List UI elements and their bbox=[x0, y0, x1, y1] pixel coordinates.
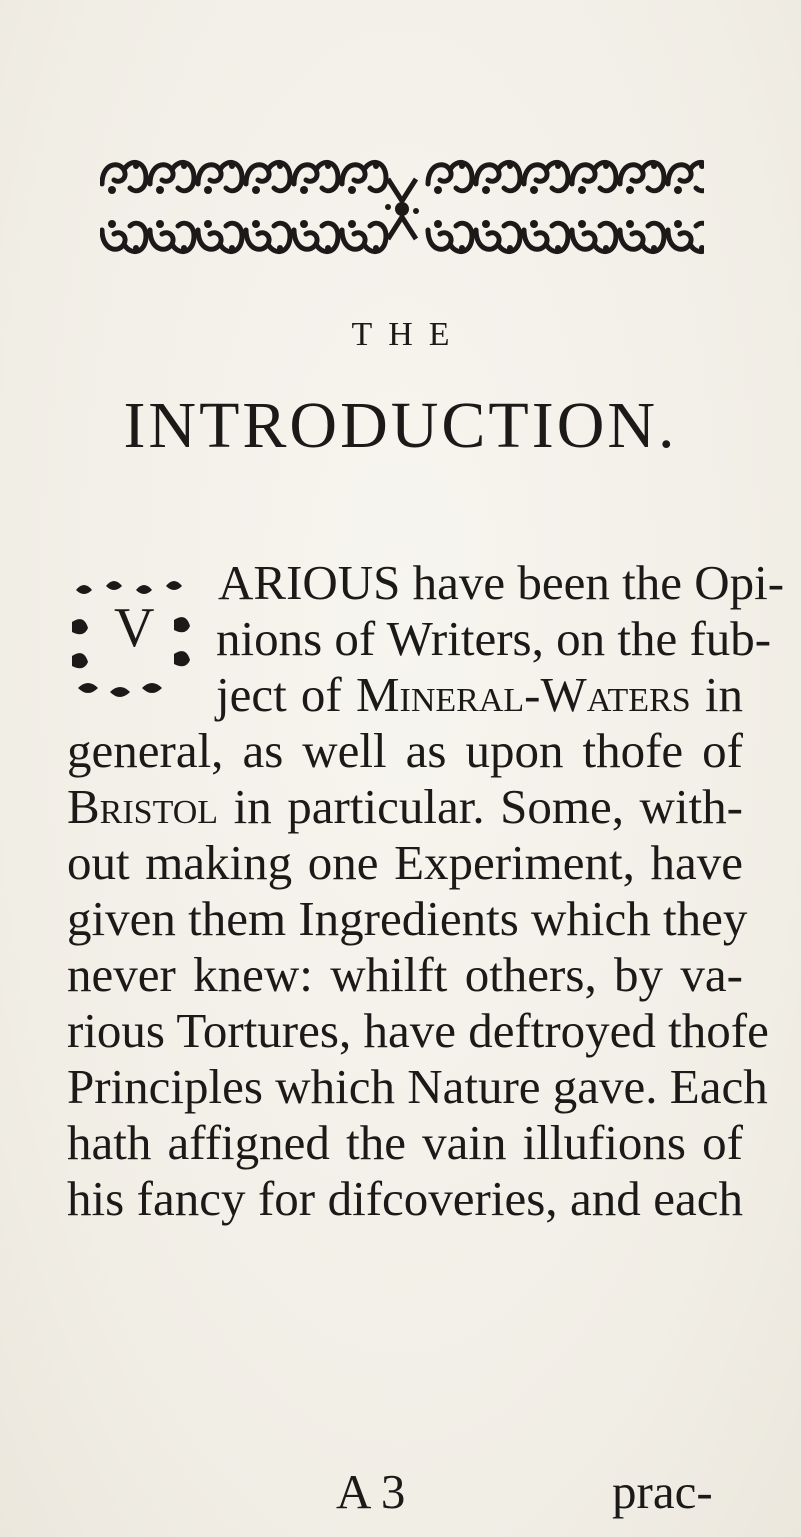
body-line-6: out making one Experiment, have bbox=[67, 835, 743, 890]
ornament-scroll bbox=[524, 162, 568, 194]
headpiece-ornament-graphic bbox=[100, 150, 704, 268]
ornament-center-knot bbox=[385, 179, 419, 239]
small-caps-term: Mineral-Waters bbox=[355, 667, 691, 722]
body-line-12: his fancy for difcoveries, and each bbox=[67, 1171, 743, 1226]
ornament-scroll bbox=[342, 220, 386, 252]
ornament-scroll bbox=[246, 220, 290, 252]
body-line-11: hath affigned the vain illufions of bbox=[67, 1115, 743, 1170]
ornament-scroll bbox=[668, 220, 704, 252]
ornament-scroll bbox=[150, 162, 194, 194]
signature-mark: A 3 bbox=[336, 1464, 406, 1519]
ornament-scroll bbox=[342, 162, 386, 194]
body-line-8: never knew: whilft others, by va- bbox=[67, 947, 743, 1002]
ornament-scroll bbox=[102, 220, 146, 252]
body-line-3 bbox=[216, 667, 743, 722]
page-title: INTRODUCTION. bbox=[123, 389, 678, 462]
decorated-initial bbox=[68, 572, 216, 706]
body-line-5 bbox=[67, 779, 743, 834]
body-line-2: nions of Writers, on the fub- bbox=[216, 611, 772, 666]
headpiece-ornament bbox=[100, 150, 704, 268]
drop-cap-letter: V bbox=[114, 597, 155, 659]
body-text: ject of bbox=[216, 667, 356, 722]
body-line-9: rious Tortures, have deftroyed thofe bbox=[67, 1003, 769, 1058]
body-line-7: given them Ingredients which they bbox=[67, 891, 748, 946]
ornament-scroll bbox=[620, 162, 664, 194]
body-line-4: general, as well as upon thofe of bbox=[67, 723, 743, 778]
ornament-scroll bbox=[102, 162, 146, 194]
catchword: prac- bbox=[612, 1464, 713, 1519]
body-text: in bbox=[690, 667, 743, 722]
ornament-scroll bbox=[476, 162, 520, 194]
ornament-scroll bbox=[150, 220, 194, 252]
ornament-scroll bbox=[668, 162, 704, 194]
ornament-scroll bbox=[198, 220, 242, 252]
heading-the: THE bbox=[351, 316, 466, 353]
ornament-scroll bbox=[620, 220, 664, 252]
ornament-scroll bbox=[294, 220, 338, 252]
ornament-scroll bbox=[524, 220, 568, 252]
ornament-scroll bbox=[246, 162, 290, 194]
ornament-scroll bbox=[198, 162, 242, 194]
ornament-scroll bbox=[428, 162, 472, 194]
ornament-scroll bbox=[428, 220, 472, 252]
ornament-scroll bbox=[572, 162, 616, 194]
body-line-10: Principles which Nature gave. Each bbox=[67, 1059, 768, 1114]
small-caps-term: Bristol bbox=[67, 779, 219, 834]
body-text: in particular. Some, with- bbox=[218, 779, 743, 834]
ornament-scroll bbox=[294, 162, 338, 194]
body-line-1: ARIOUS have been the Opi- bbox=[218, 555, 785, 610]
ornament-scroll bbox=[572, 220, 616, 252]
ornament-scroll bbox=[476, 220, 520, 252]
